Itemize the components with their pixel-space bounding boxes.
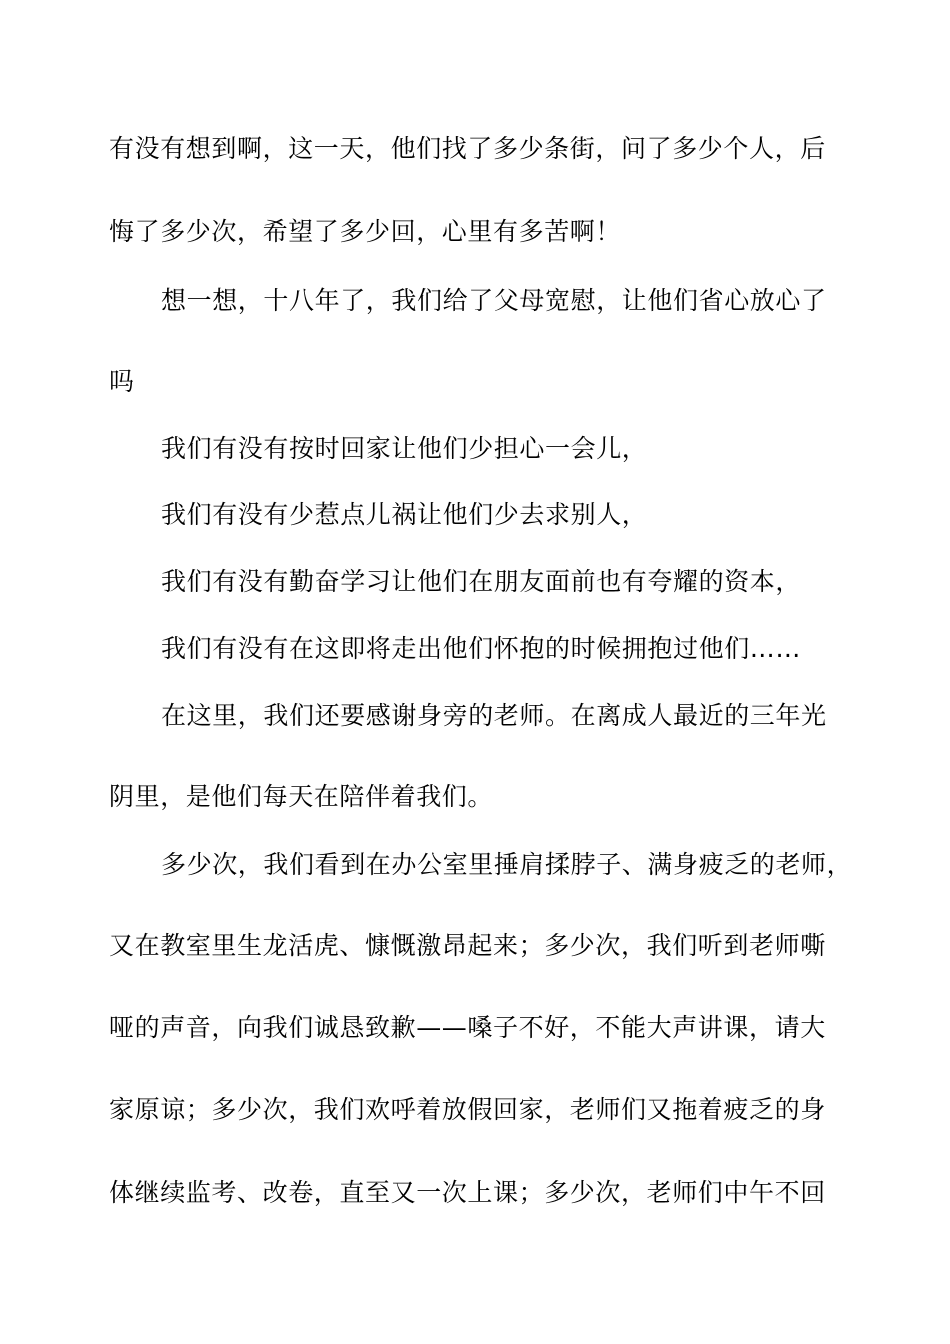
text-line-3: 想一想，十八年了，我们给了父母宽慰，让他们省心放心了: [161, 286, 827, 315]
text-line-10: 阴里，是他们每天在陪伴着我们。: [109, 782, 494, 811]
text-line-4: 吗: [109, 367, 135, 396]
text-line-13: 哑的声音，向我们诚恳致歉——嗓子不好，不能大声讲课，请大: [109, 1013, 826, 1042]
text-line-8: 我们有没有在这即将走出他们怀抱的时候拥抱过他们……: [161, 634, 802, 663]
text-line-12: 又在教室里生龙活虎、慷慨激昂起来；多少次，我们听到老师嘶: [109, 931, 826, 960]
text-line-6: 我们有没有少惹点儿祸让他们少去求别人，: [161, 500, 648, 529]
text-line-1: 有没有想到啊，这一天，他们找了多少条街，问了多少个人，后: [109, 134, 826, 163]
text-line-14: 家原谅；多少次，我们欢呼着放假回家，老师们又拖着疲乏的身: [109, 1095, 826, 1124]
text-line-9: 在这里，我们还要感谢身旁的老师。在离成人最近的三年光: [161, 701, 827, 730]
text-line-2: 悔了多少次，希望了多少回，心里有多苦啊！: [109, 217, 622, 246]
text-line-5: 我们有没有按时回家让他们少担心一会儿，: [161, 434, 648, 463]
text-line-7: 我们有没有勤奋学习让他们在朋友面前也有夸耀的资本，: [161, 567, 802, 596]
text-line-15: 体继续监考、改卷，直至又一次上课；多少次，老师们中午不回: [109, 1178, 826, 1207]
text-line-11: 多少次，我们看到在办公室里捶肩揉脖子、满身疲乏的老师，: [161, 850, 853, 879]
